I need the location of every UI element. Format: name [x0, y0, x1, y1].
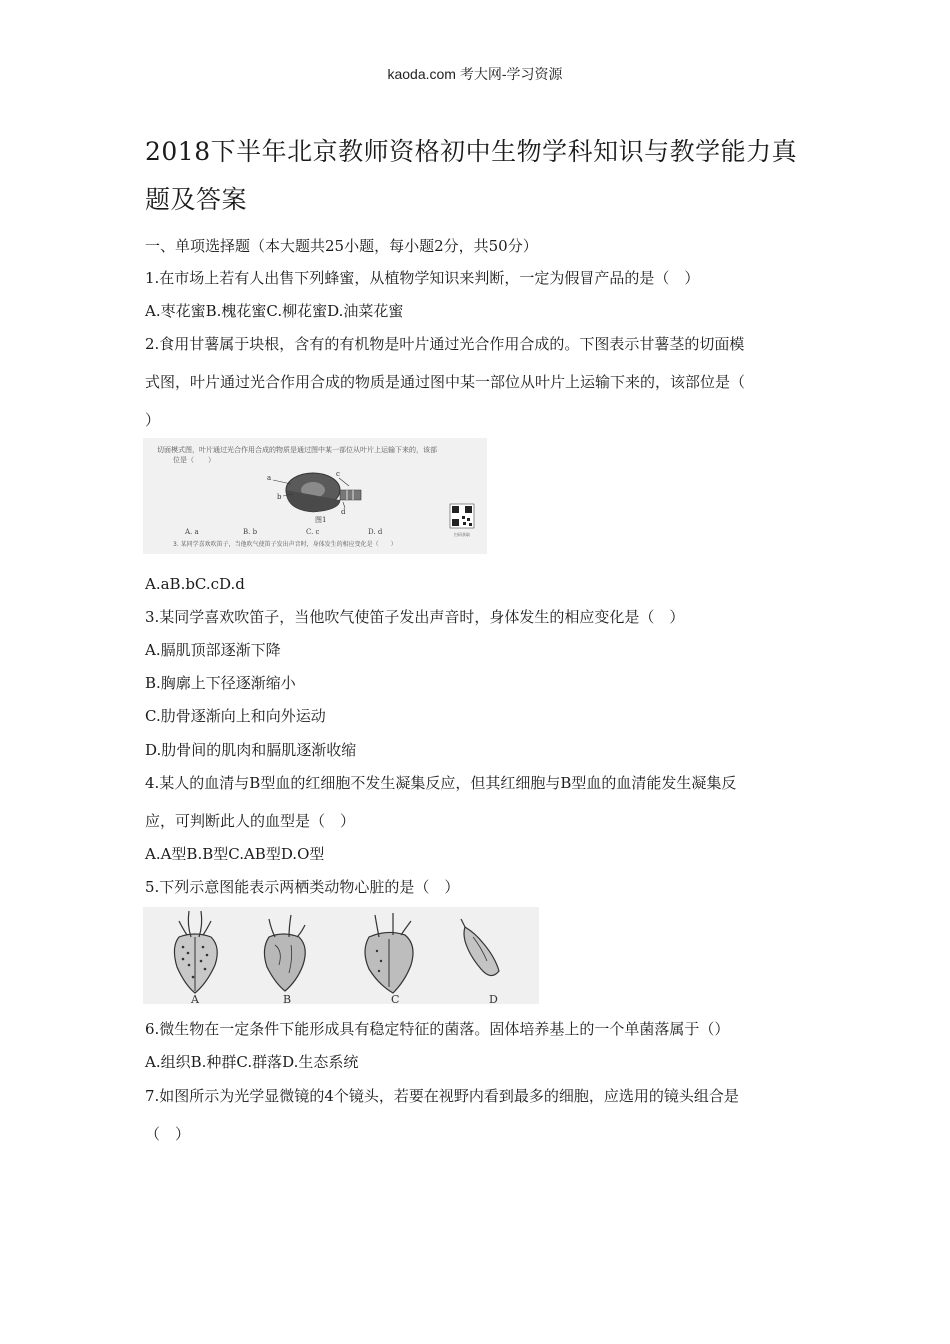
heart-label-a: A — [191, 993, 199, 1004]
q7-stem-line1: 7.如图所示为光学显微镜的4个镜头，若要在视野内看到最多的细胞，应选用的镜头组合是 — [145, 1087, 739, 1105]
page-header: kaoda.com 考大网-学习资源 — [387, 66, 563, 82]
label-c: c — [336, 470, 340, 478]
q2-stem-line3: ） — [145, 411, 161, 429]
hearts-diagram — [143, 907, 539, 1004]
q2-options: A.aB.bC.cD.d — [145, 575, 245, 593]
q2-stem-line2: 式图，叶片通过光合作用合成的物质是通过图中某一部位从叶片上运输下来的，该部位是（ — [145, 373, 746, 391]
q3-option-a: A.膈肌顶部逐渐下降 — [145, 641, 281, 659]
q7-stem-line2: （ ） — [145, 1125, 191, 1143]
figure-option-c: C. c — [306, 528, 320, 536]
label-a: a — [267, 474, 272, 482]
heart-label-d: D — [489, 993, 498, 1004]
q3-option-b: B.胸廓上下径逐渐缩小 — [145, 674, 296, 692]
q2-stem-line1: 2.食用甘薯属于块根，含有的有机物是叶片通过光合作用合成的。下图表示甘薯茎的切面模 — [145, 335, 745, 353]
qr-code-icon — [450, 504, 474, 528]
q3-option-d: D.肋骨间的肌肉和膈肌逐渐收缩 — [145, 741, 357, 759]
label-b: b — [277, 493, 282, 501]
figure-option-b: B. b — [243, 528, 258, 536]
q3-option-c: C.肋骨逐渐向上和向外运动 — [145, 707, 326, 725]
qr-caption: 扫码获取 — [454, 532, 470, 537]
stem-cross-section-diagram — [143, 438, 487, 554]
document-title: 2018下半年北京教师资格初中生物学科知识与教学能力真题及答案 — [145, 137, 798, 214]
heart-label-b: B — [283, 993, 292, 1004]
q4-stem-line2: 应，可判断此人的血型是（ ） — [145, 812, 356, 830]
label-d: d — [341, 508, 346, 516]
q6-options: A.组织B.种群C.群落D.生态系统 — [145, 1053, 359, 1071]
heart-diagrams-figure — [143, 907, 539, 1004]
figure-option-d: D. d — [368, 528, 383, 536]
q4-stem-line1: 4.某人的血清与B型血的红细胞不发生凝集反应，但其红细胞与B型血的血清能发生凝集反 — [145, 774, 737, 792]
q1-options: A.枣花蜜B.槐花蜜C.柳花蜜D.油菜花蜜 — [145, 302, 404, 320]
q4-options: A.A型B.B型C.AB型D.O型 — [145, 845, 325, 863]
figure-text-line1: 切面模式图，叶片通过光合作用合成的物质是通过图中某一部位从叶片上运输下来的，该部 — [157, 446, 437, 454]
q3-stem: 3.某同学喜欢吹笛子，当他吹气使笛子发出声音时，身体发生的相应变化是（ ） — [145, 608, 685, 626]
figure-option-a: A. a — [185, 528, 199, 536]
figure-text-line2: 位是（ ） — [173, 456, 215, 464]
q5-stem: 5.下列示意图能表示两栖类动物心脏的是（ ） — [145, 878, 460, 896]
sweet-potato-stem-figure — [143, 438, 487, 554]
q1-stem: 1.在市场上若有人出售下列蜂蜜，从植物学知识来判断，一定为假冒产品的是（ ） — [145, 269, 700, 287]
heart-label-c: C — [391, 993, 400, 1004]
section-heading: 一、单项选择题（本大题共25小题，每小题2分，共50分） — [145, 237, 538, 255]
figure-next-question: 3. 某同学喜欢吹笛子，当他吹气使笛子发出声音时，身体发生的相应变化是（ ） — [173, 541, 397, 548]
figure-caption: 图1 — [315, 516, 327, 524]
q6-stem: 6.微生物在一定条件下能形成具有稳定特征的菌落。固体培养基上的一个单菌落属于（） — [145, 1020, 730, 1038]
